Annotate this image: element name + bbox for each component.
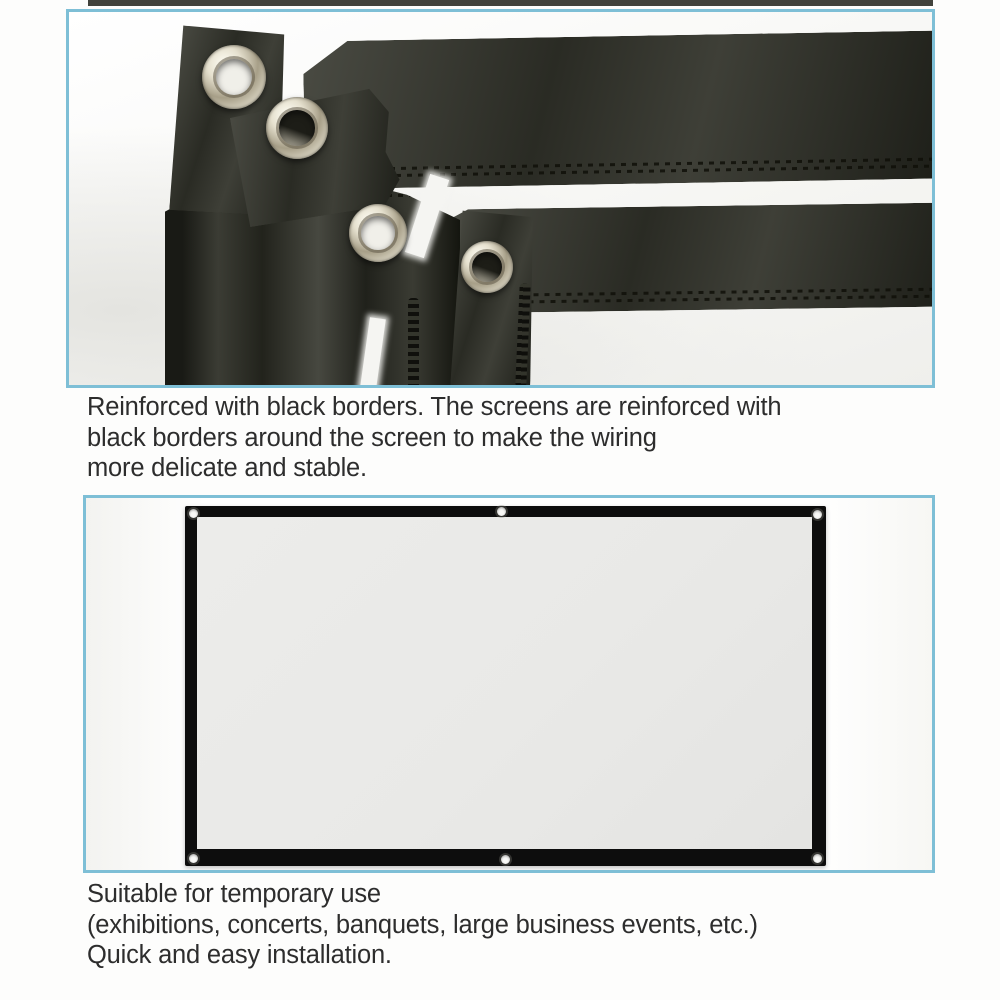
corner-strap-fourth bbox=[450, 210, 538, 388]
caption-line: more delicate and stable. bbox=[87, 454, 367, 482]
photo-grommet-closeup bbox=[66, 9, 935, 388]
grommet-eyelet-1 bbox=[202, 45, 266, 109]
screen-border-band-top bbox=[303, 30, 935, 189]
screen-grommet-bottom-middle bbox=[501, 855, 510, 864]
grommet-eyelet-2 bbox=[266, 97, 328, 159]
screen-grommet-top-right bbox=[813, 510, 822, 519]
caption-reinforced-borders bbox=[87, 392, 781, 484]
screen-grommet-bottom-left bbox=[189, 854, 198, 863]
caption-line: Quick and easy installation. bbox=[87, 941, 392, 969]
grommet-eyelet-4 bbox=[461, 241, 513, 293]
cropped-photo-edge-strip bbox=[88, 0, 933, 6]
projection-screen bbox=[185, 506, 826, 866]
caption-line: Suitable for temporary use bbox=[87, 880, 381, 908]
grommet-eyelet-3 bbox=[349, 204, 407, 262]
screen-grommet-top-left bbox=[189, 509, 198, 518]
caption-temporary-use bbox=[87, 879, 758, 971]
caption-line: black borders around the screen to make the wiring bbox=[87, 423, 657, 452]
projection-screen-surface bbox=[197, 517, 812, 849]
caption-line: (exhibitions, concerts, banquets, large business events, etc.) bbox=[87, 910, 758, 939]
screen-grommet-top-middle bbox=[497, 507, 506, 516]
caption-line: Reinforced with black borders. The screens are reinforced with bbox=[87, 393, 782, 421]
photo-screen-flat bbox=[83, 495, 935, 873]
screen-grommet-bottom-right bbox=[813, 854, 822, 863]
